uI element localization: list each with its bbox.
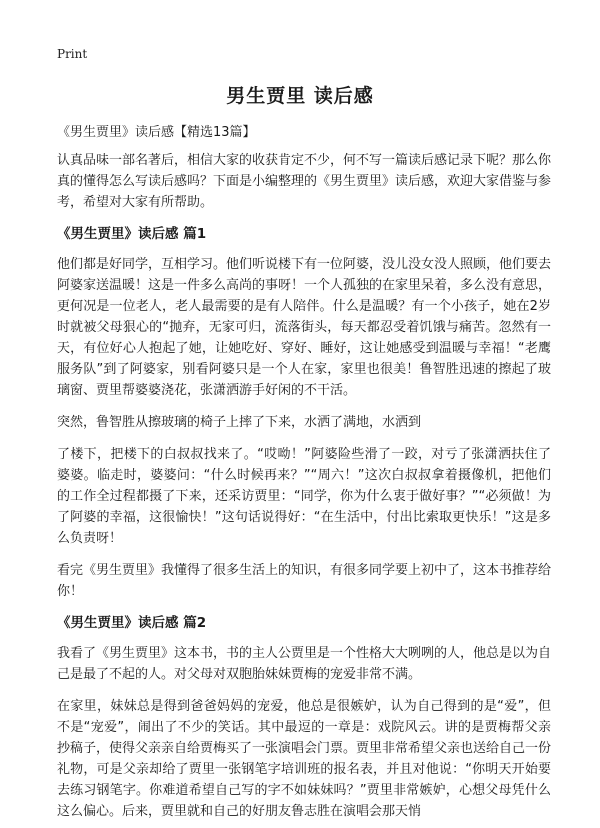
- section-heading-2: 《男生贾里》读后感 篇2: [57, 615, 207, 631]
- page-subtitle: 《男生贾里》读后感【精选13篇】: [57, 125, 256, 140]
- section-1-paragraph-3: 了楼下，把楼下的白叔叔找来了。“哎呦！”阿婆险些滑了一跤，对亏了张潇洒扶住了婆婆。临走时，婆婆问：“什么时候再来？”“周六！”这次白叔叔拿着摄像机，把他们的工作全过程都摄了下来，还采访贾里：“同学，你为什么衷于做好事？”“必须做！为了阿婆的幸福，这很愉快！”这句话说得好：“在生活中，付出比索取更快乐！”这是多么负责呀！: [57, 447, 551, 546]
- section-2-paragraph-2: 在家里，妹妹总是得到爸爸妈妈的宠爱，他总是很嫉妒，认为自己得到的是“爱”，但不是“宠爱”，闹出了不少的笑话。其中最逗的一章是：戏院风云。讲的是贾梅帮父亲抄稿子，使得父亲亲自给贾梅买了一张演唱会门票。贾里非常希望父亲也送给自己一份礼物，可是父亲却给了贾里一张钢笔字培训班的报名表，并且对他说：“你明天开始要去练习钢笔字。你难道希望自己写的字不如妹妹吗？”贾里非常嫉妒，心想父母凭什么这么偏心。后来，贾里就和自己的好朋友鲁志胜在演唱会那天悄: [57, 699, 552, 819]
- section-1-paragraph-1: 他们都是好同学，互相学习。他们听说楼下有一位阿婆，没儿没女没人照顾，他们要去阿婆家送温暖！这是一件多么高尚的事呀！一个人孤独的在家里呆着，多么没有意思，更何况是一位老人，老人最需要的是有人陪伴。什么是温暖？有一个小孩子，她在2岁时就被父母狠心的“抛弃，无家可归，流落街头，每天都忍受着饥饿与痛苦。忽然有一天，有位好心人抱起了她，让她吃好、穿好、睡好，这让她感受到温暖与幸福！“老鹰服务队”到了阿婆家，别看阿婆只是一个人在家，家里也很美！鲁智胜迅速的擦起了玻璃窗、贾里帮婆婆浇花，张潇洒游手好闲的不干活。: [57, 257, 552, 398]
- section-1-paragraph-2: 突然，鲁智胜从擦玻璃的椅子上摔了下来，水洒了满地，水洒到: [57, 415, 422, 430]
- section-1-paragraph-4: 看完《男生贾里》我懂得了很多生活上的知识，有很多同学要上初中了，这本书推荐给你！: [57, 563, 552, 599]
- article-body: [57, 150, 551, 828]
- intro-paragraph: 认真品味一部名著后，相信大家的收获肯定不少，何不写一篇读后感记录下呢？那么你真的懂得怎么写读后感吗？下面是小编整理的《男生贾里》读后感，欢迎大家借鉴与参考，希望对大家有所帮助。: [57, 153, 552, 210]
- page-title: 男生贾里 读后感: [226, 85, 374, 107]
- print-label: Print: [57, 47, 88, 61]
- section-heading-1: 《男生贾里》读后感 篇1: [57, 226, 207, 242]
- section-2-paragraph-1: 我看了《男生贾里》这本书，书的主人公贾里是一个性格大大咧咧的人，他总是以为自己是最了不起的人。对父母对双胞胎妹妹贾梅的宠爱非常不满。: [57, 646, 552, 682]
